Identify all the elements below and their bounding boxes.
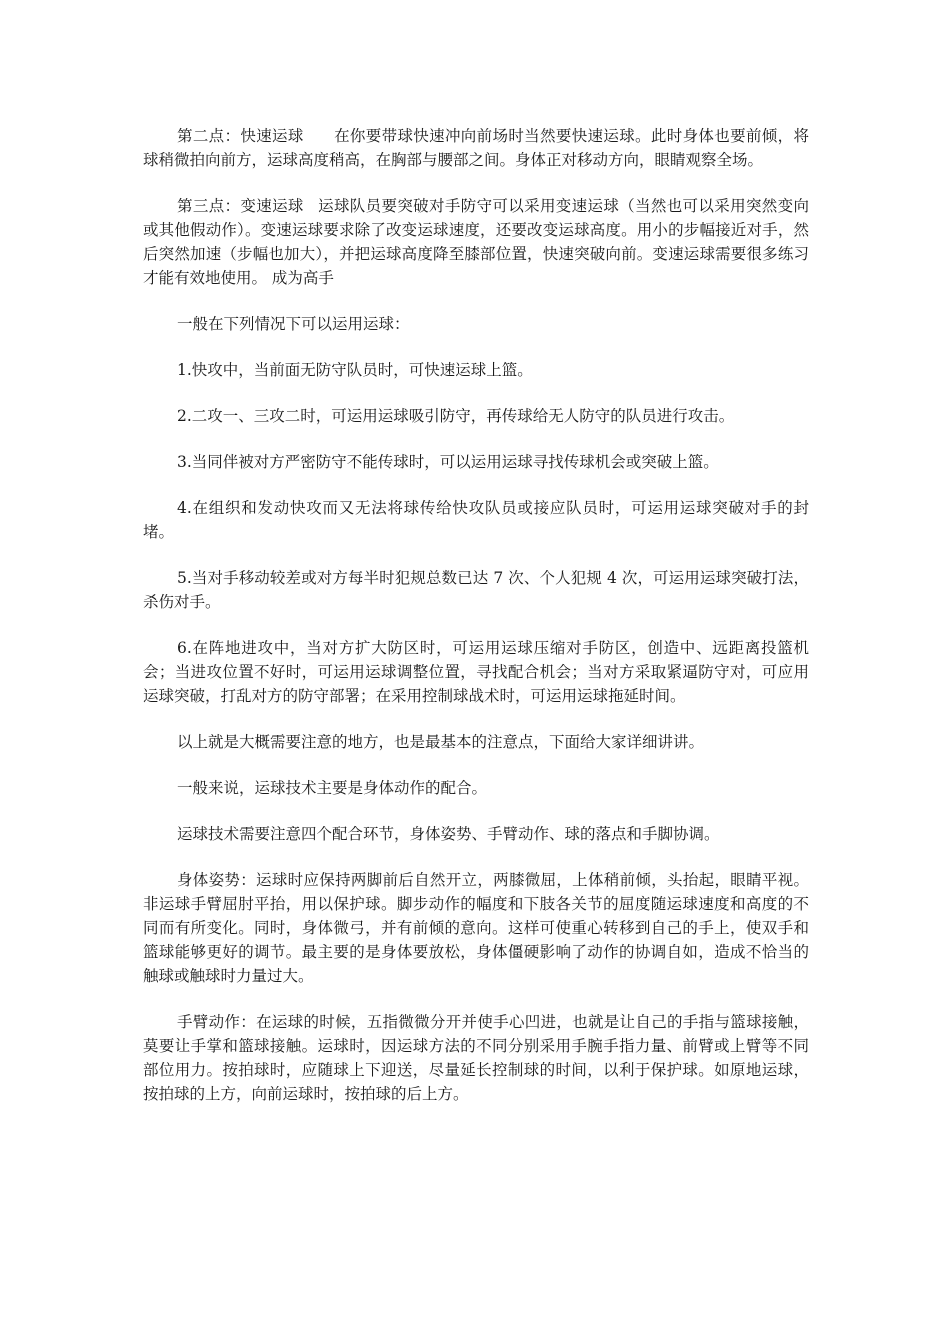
paragraph-text: 运球队员要突破对手防守可以采用变速运球（当然也可以采用突然变向或其他假动作）。变速运球要求除了改变运球速度，还要改变运球高度。用小的步幅接近对手，然后突然加速（步幅也加大），并把运球高度降至膝部位置，快速突破向前。变速运球需要很多练习才能有效地使用。 成为高手 — [143, 197, 809, 287]
paragraph-body-posture: 身体姿势：运球时应保持两脚前后自然开立，两膝微屈，上体稍前倾，头抬起，眼睛平视。非运球手臂屈肘平抬，用以保护球。脚步动作的幅度和下肢各关节的屈度随运球速度和高度的不同而有所变化。同时，身体微弓，并有前倾的意向。这样可使重心转移到自己的手上，使双手和篮球能够更好的调节。最主要的是身体要放松，身体僵硬影响了动作的协调自如，造成不恰当的触球或触球时力量过大。 — [143, 871, 809, 985]
paragraph-usage-intro: 一般在下列情况下可以运用运球： — [177, 315, 410, 333]
list-item-5: 5.当对手移动较差或对方每半时犯规总数已达 7 次、个人犯规 4 次，可运用运球突破打法，杀伤对手。 — [143, 569, 809, 611]
list-item-6: 6.在阵地进攻中，当对方扩大防区时，可运用运球压缩对手防区，创造中、远距离投篮机会；当进攻位置不好时，可运用运球调整位置，寻找配合机会；当对方采取紧逼防守对，可应用运球突破，打乱对方的防守部署；在采用控制球战术时，可运用运球拖延时间。 — [143, 639, 809, 705]
list-item-2: 2.二攻一、三攻二时，可运用运球吸引防守，再传球给无人防守的队员进行攻击。 — [177, 407, 735, 425]
paragraph-fast-dribble — [143, 124, 809, 172]
paragraph-change-speed-dribble — [143, 194, 809, 290]
paragraph-four-links: 运球技术需要注意四个配合环节，身体姿势、手臂动作、球的落点和手脚协调。 — [177, 825, 720, 843]
paragraph-summary: 以上就是大概需要注意的地方，也是最基本的注意点，下面给大家详细讲讲。 — [177, 733, 705, 751]
list-item-3: 3.当同伴被对方严密防守不能传球时，可以运用运球寻找传球机会或突破上篮。 — [177, 453, 719, 471]
paragraph-heading: 第三点：变速运球 — [177, 197, 304, 215]
list-item-1: 1.快攻中，当前面无防守队员时，可快速运球上篮。 — [177, 361, 533, 379]
list-item-4: 4.在组织和发动快攻而又无法将球传给快攻队员或接应队员时，可运用运球突破对手的封堵。 — [143, 499, 809, 541]
paragraph-heading: 第二点：快速运球 — [177, 127, 304, 145]
paragraph-text: 在你要带球快速冲向前场时当然要快速运球。此时身体也要前倾，将球稍微拍向前方，运球高度稍高，在胸部与腰部之间。身体正对移动方向，眼睛观察全场。 — [143, 127, 809, 169]
paragraph-arm-action: 手臂动作：在运球的时候，五指微微分开并使手心凹进，也就是让自己的手指与篮球接触，莫要让手掌和篮球接触。运球时，因运球方法的不同分别采用手腕手指力量、前臂或上臂等不同部位用力。按拍球时，应随球上下迎送，尽量延长控制球的时间，以利于保护球。如原地运球，按拍球的上方，向前运球时，按拍球的后上方。 — [143, 1013, 809, 1103]
document-body — [143, 124, 809, 1128]
paragraph-general: 一般来说，运球技术主要是身体动作的配合。 — [177, 779, 488, 797]
